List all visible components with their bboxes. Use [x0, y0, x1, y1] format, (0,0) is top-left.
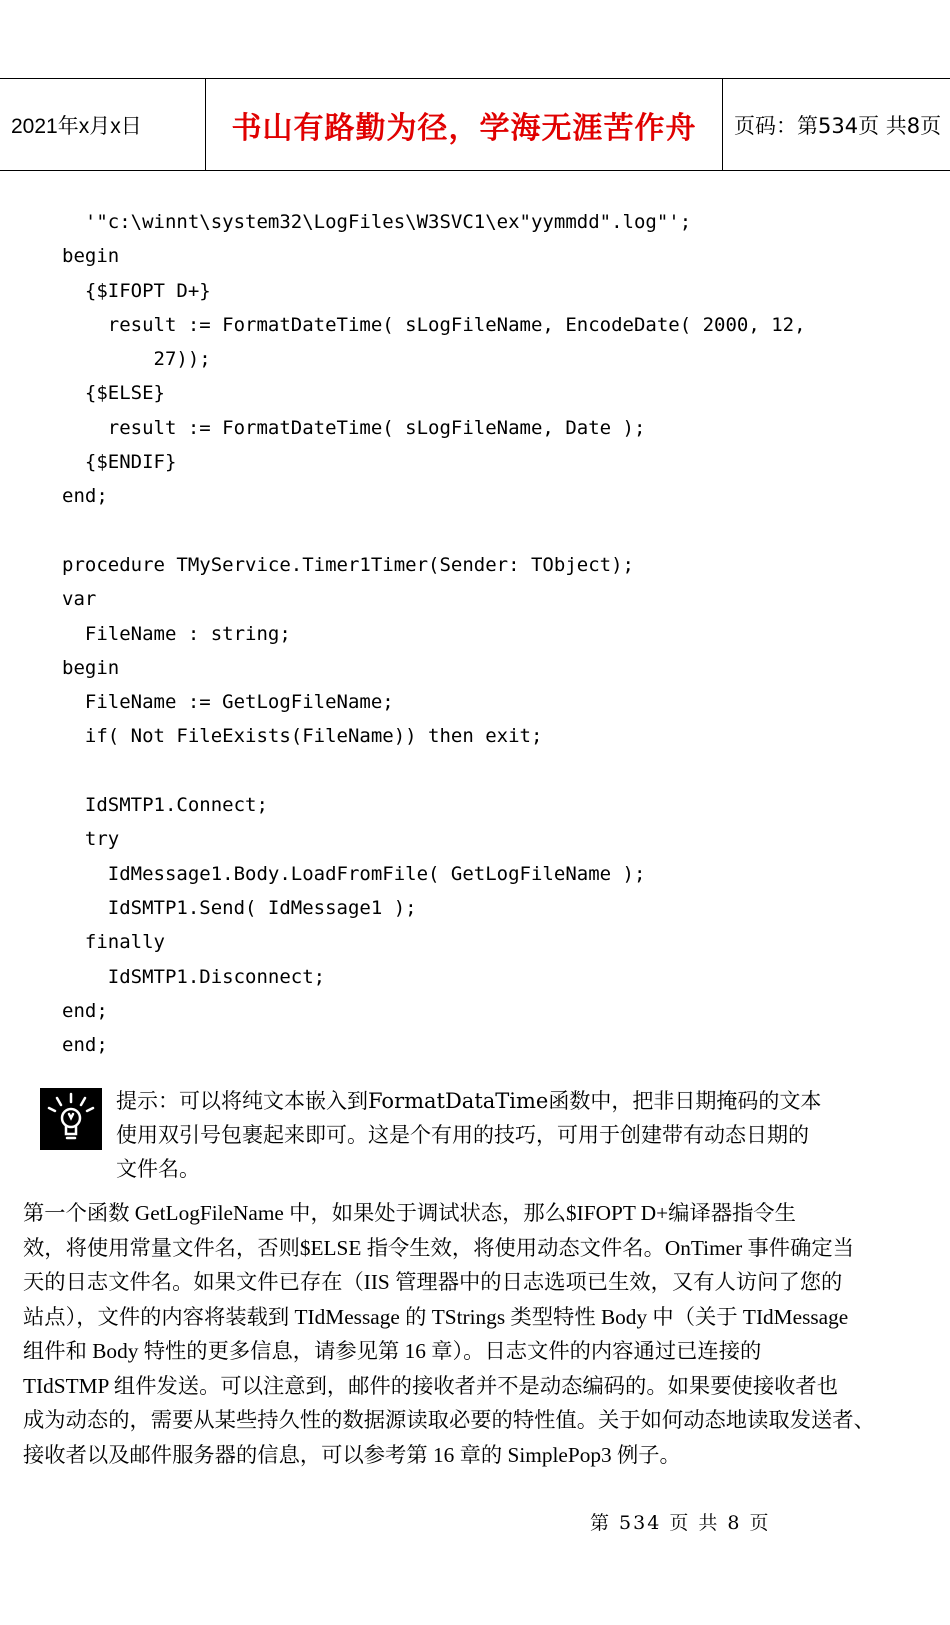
code-line: end;: [62, 999, 108, 1022]
code-block: [62, 205, 806, 1062]
tip-line: 使用双引号包裹起来即可。这是个有用的技巧，可用于创建带有动态日期的: [116, 1123, 809, 1147]
code-line: try: [62, 828, 120, 851]
tip-line: 文件名。: [116, 1157, 200, 1181]
code-line: end;: [62, 1034, 108, 1057]
code-line: FileName : string;: [62, 622, 291, 645]
lightbulb-icon: [40, 1088, 102, 1150]
header-motto: 书山有路勤为径，学海无涯苦作舟: [206, 79, 723, 170]
tip-line: 可以将纯文本嵌入到FormatDataTime函数中，把非日期掩码的文本: [179, 1089, 822, 1113]
code-line: 27));: [62, 348, 211, 371]
code-line: {$IFOPT D+}: [62, 279, 211, 302]
code-line: begin: [62, 245, 120, 268]
code-line: end;: [62, 485, 108, 508]
code-line: [62, 514, 806, 548]
tip-label: 提示：: [116, 1089, 179, 1113]
body-paragraph: [23, 1196, 943, 1472]
code-line: {$ELSE}: [62, 382, 165, 405]
paragraph-line: 成为动态的，需要从某些持久性的数据源读取必要的特性值。关于如何动态地读取发送者、: [23, 1408, 875, 1432]
paragraph-line: TIdSTMP 组件发送。可以注意到，邮件的接收者并不是动态编码的。如果要使接收者也: [23, 1373, 839, 1398]
code-line: var: [62, 588, 97, 611]
code-line: IdSMTP1.Disconnect;: [62, 965, 326, 988]
code-line: [62, 754, 806, 788]
code-line: finally: [62, 931, 165, 954]
header-date: 2021年x月x日: [0, 79, 206, 170]
paragraph-line: 接收者以及邮件服务器的信息，可以参考第 16 章的 SimplePop3 例子。: [23, 1442, 681, 1467]
paragraph-line: 效，将使用常量文件名，否则$ELSE 指令生效，将使用动态文件名。OnTimer 事件确定当: [23, 1235, 854, 1260]
code-line: {$ENDIF}: [62, 451, 177, 474]
code-line: result := FormatDateTime( sLogFileName, Date );: [62, 416, 646, 439]
page-header: [0, 78, 950, 171]
paragraph-line: 站点），文件的内容将装载到 TIdMessage 的 TStrings 类型特性 Body 中（关于 TIdMessage: [23, 1304, 849, 1329]
paragraph-line: 第一个函数 GetLogFileName 中，如果处于调试状态，那么$IFOPT D+编译器指令生: [23, 1201, 796, 1225]
paragraph-line: 组件和 Body 特性的更多信息，请参见第 16 章）。日志文件的内容通过已连接的: [23, 1339, 762, 1363]
paragraph-line: 天的日志文件名。如果文件已存在（IIS 管理器中的日志选项已生效，又有人访问了您的: [23, 1270, 843, 1294]
code-line: IdMessage1.Body.LoadFromFile( GetLogFileName );: [62, 862, 646, 885]
code-line: begin: [62, 656, 120, 679]
code-line: procedure TMyService.Timer1Timer(Sender: TObject);: [62, 553, 634, 576]
code-line: IdSMTP1.Send( IdMessage1 );: [62, 896, 417, 919]
code-line: IdSMTP1.Connect;: [62, 794, 268, 817]
code-line: result := FormatDateTime( sLogFileName, EncodeDate( 2000, 12,: [62, 313, 806, 336]
page-footer: 第 534 页 共 8 页: [590, 1512, 771, 1534]
tip-text: [116, 1084, 916, 1186]
code-line: if( Not FileExists(FileName)) then exit;: [62, 725, 543, 748]
header-page-info: 页码：第534页 共8页: [734, 113, 942, 138]
code-line: '"c:\winnt\system32\LogFiles\W3SVC1\ex"yymmdd".log"';: [62, 211, 692, 233]
code-line: FileName := GetLogFileName;: [62, 691, 394, 714]
